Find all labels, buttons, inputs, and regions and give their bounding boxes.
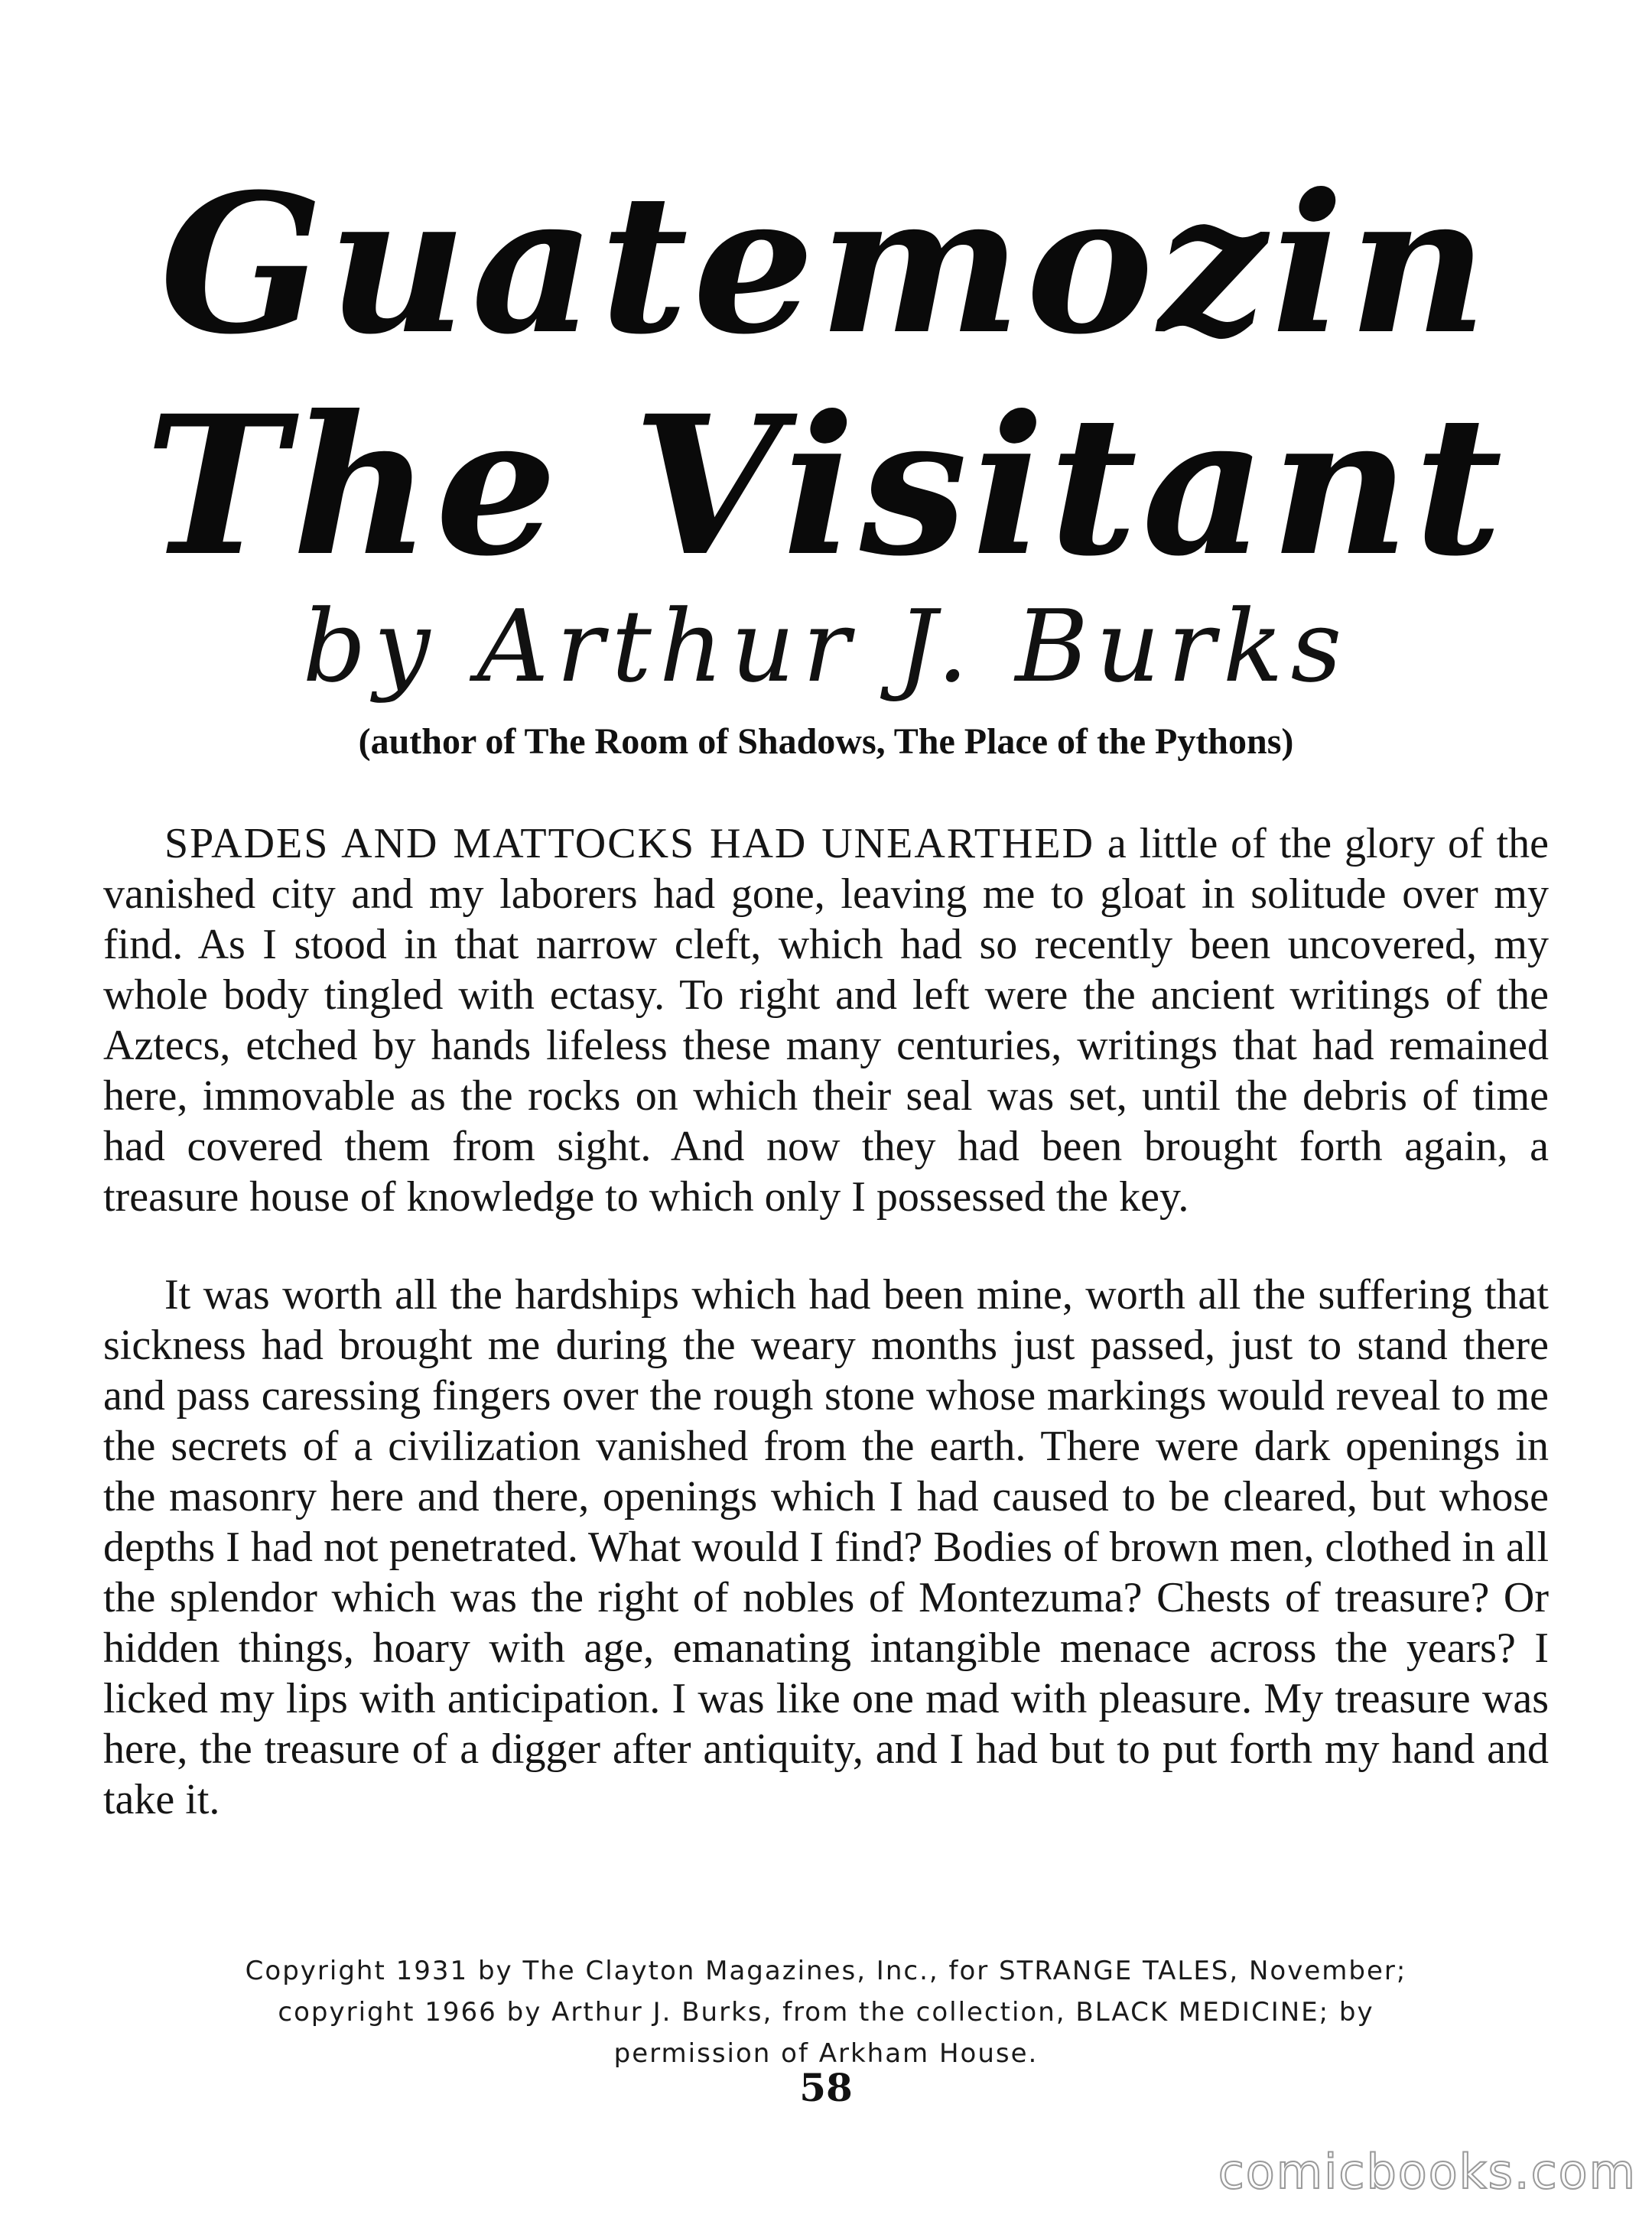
opening-caps: SPADES AND MATTOCKS HAD UNEARTHED (164, 820, 1095, 867)
story-title-line-1: Guatemozin (160, 151, 1492, 376)
page-number: 58 (799, 2065, 853, 2110)
author-note: (author of The Room of Shadows, The Place of the Pythons) (358, 721, 1294, 762)
story-paragraph-2: It was worth all the hardships which had been mine, worth all the suffering that sickness had brought me during the weary months just passed, just to stand there and pass caressing fingers over the rough stone whose markings would reveal to me the secrets of a civilization vanished from the earth. There were dark openings in the masonry here and there, openings which I had caused to be cleared, but whose depths I had not penetrated. What would I find? Bodies of brown men, clothed in all the splendor which was the right of nobles of Montezuma? Chests of treasure? Or hidden things, hoary with age, emanating intangible menace across the years? I licked my lips with anticipation. I was like one mad with pleasure. My treasure was here, the treasure of a digger after antiquity, and I had but to put forth my hand and take it. (103, 1271, 1549, 1823)
story-paragraph-1 (103, 818, 1549, 1222)
story-title-line-2: The Visitant (145, 373, 1507, 598)
copyright-notice: Copyright 1931 by The Clayton Magazines, Inc., for STRANGE TALES, November; copyright 1966 by Arthur J. Burks, from the collection, BLACK MEDICINE; by permission of Arkham House. (245, 1956, 1407, 2069)
author-byline: by Arthur J. Burks (302, 588, 1350, 704)
site-watermark: comicbooks.com (1218, 2144, 1637, 2200)
paragraph-1-text: a little of the glory of the vanished city and my laborers had gone, leaving me to gloat in solitude over my find. As I stood in that narrow cleft, which had so recently been uncovered, my whole body tingled with ectasy. To right and left were the ancient writings of the Aztecs, etched by hands lifeless these many centuries, writings that had remained here, immovable as the rocks on which their seal was set, until the debris of time had covered them from sight. And now they had been brought forth again, a treasure house of knowledge to which only I possessed the key. (103, 820, 1549, 1221)
